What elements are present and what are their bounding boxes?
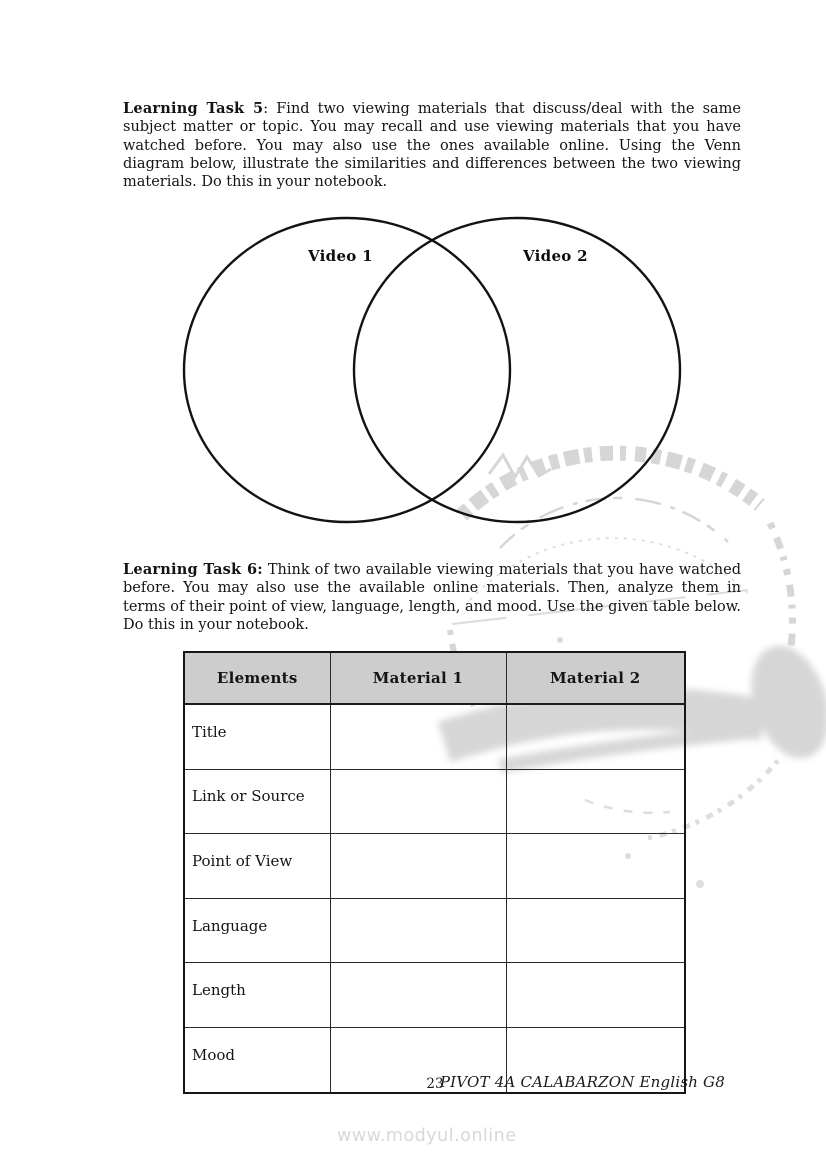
cell-material-1 — [330, 898, 506, 963]
footer-module-title: PIVOT 4A CALABARZON English G8 — [439, 1073, 725, 1091]
venn-diagram — [0, 0, 826, 560]
page-number: 23 — [426, 1076, 444, 1092]
cell-material-1 — [330, 704, 506, 769]
cell-material-2 — [506, 963, 685, 1028]
table-header-row — [184, 652, 685, 704]
table-row — [184, 963, 685, 1028]
table-row — [184, 769, 685, 834]
header-elements: Elements — [184, 652, 330, 704]
cell-material-1 — [330, 769, 506, 834]
cell-material-2 — [506, 898, 685, 963]
table-row — [184, 898, 685, 963]
row-label-length: Length — [184, 963, 330, 1028]
venn-left-label: Video 1 — [308, 247, 373, 265]
table-row — [184, 834, 685, 899]
learning-task-6-paragraph — [123, 561, 741, 634]
cell-material-1 — [330, 834, 506, 899]
table-row — [184, 704, 685, 769]
row-label-point-of-view: Point of View — [184, 834, 330, 899]
row-label-mood: Mood — [184, 1027, 330, 1092]
stamp-speck — [696, 880, 704, 888]
site-watermark: www.modyul.online — [337, 1126, 517, 1146]
row-label-title: Title — [184, 704, 330, 769]
stamp-speck — [557, 637, 563, 643]
task5-label: Learning Task 5 — [123, 100, 264, 117]
stamp-edge-blob — [738, 636, 826, 769]
task6-text: Think of two available viewing materials that you have watched before. You may also use the available online materials. Then, analyze them in terms of their point of view, language, length, and mood. Use the given table below. Do this in your notebook. — [123, 562, 741, 633]
cell-material-1 — [330, 963, 506, 1028]
row-label-language: Language — [184, 898, 330, 963]
cell-material-2 — [506, 834, 685, 899]
task6-label: Learning Task 6: — [123, 561, 263, 578]
cell-material-2 — [506, 704, 685, 769]
venn-right-label: Video 2 — [523, 247, 588, 265]
header-material-2: Material 2 — [506, 652, 685, 704]
header-material-1: Material 1 — [330, 652, 506, 704]
analysis-table — [183, 651, 686, 1094]
task5-text: : Find two viewing materials that discuss/deal with the same subject matter or topic. You may recall and use viewing materials that you have watched before. You may also use the ones available online. Using the Venn diagram below, illustrate the similarities and differences between the two viewing materials. Do this in your notebook. — [123, 101, 741, 191]
cell-material-2 — [506, 769, 685, 834]
venn-right-circle — [354, 218, 680, 522]
row-label-link-or-source: Link or Source — [184, 769, 330, 834]
